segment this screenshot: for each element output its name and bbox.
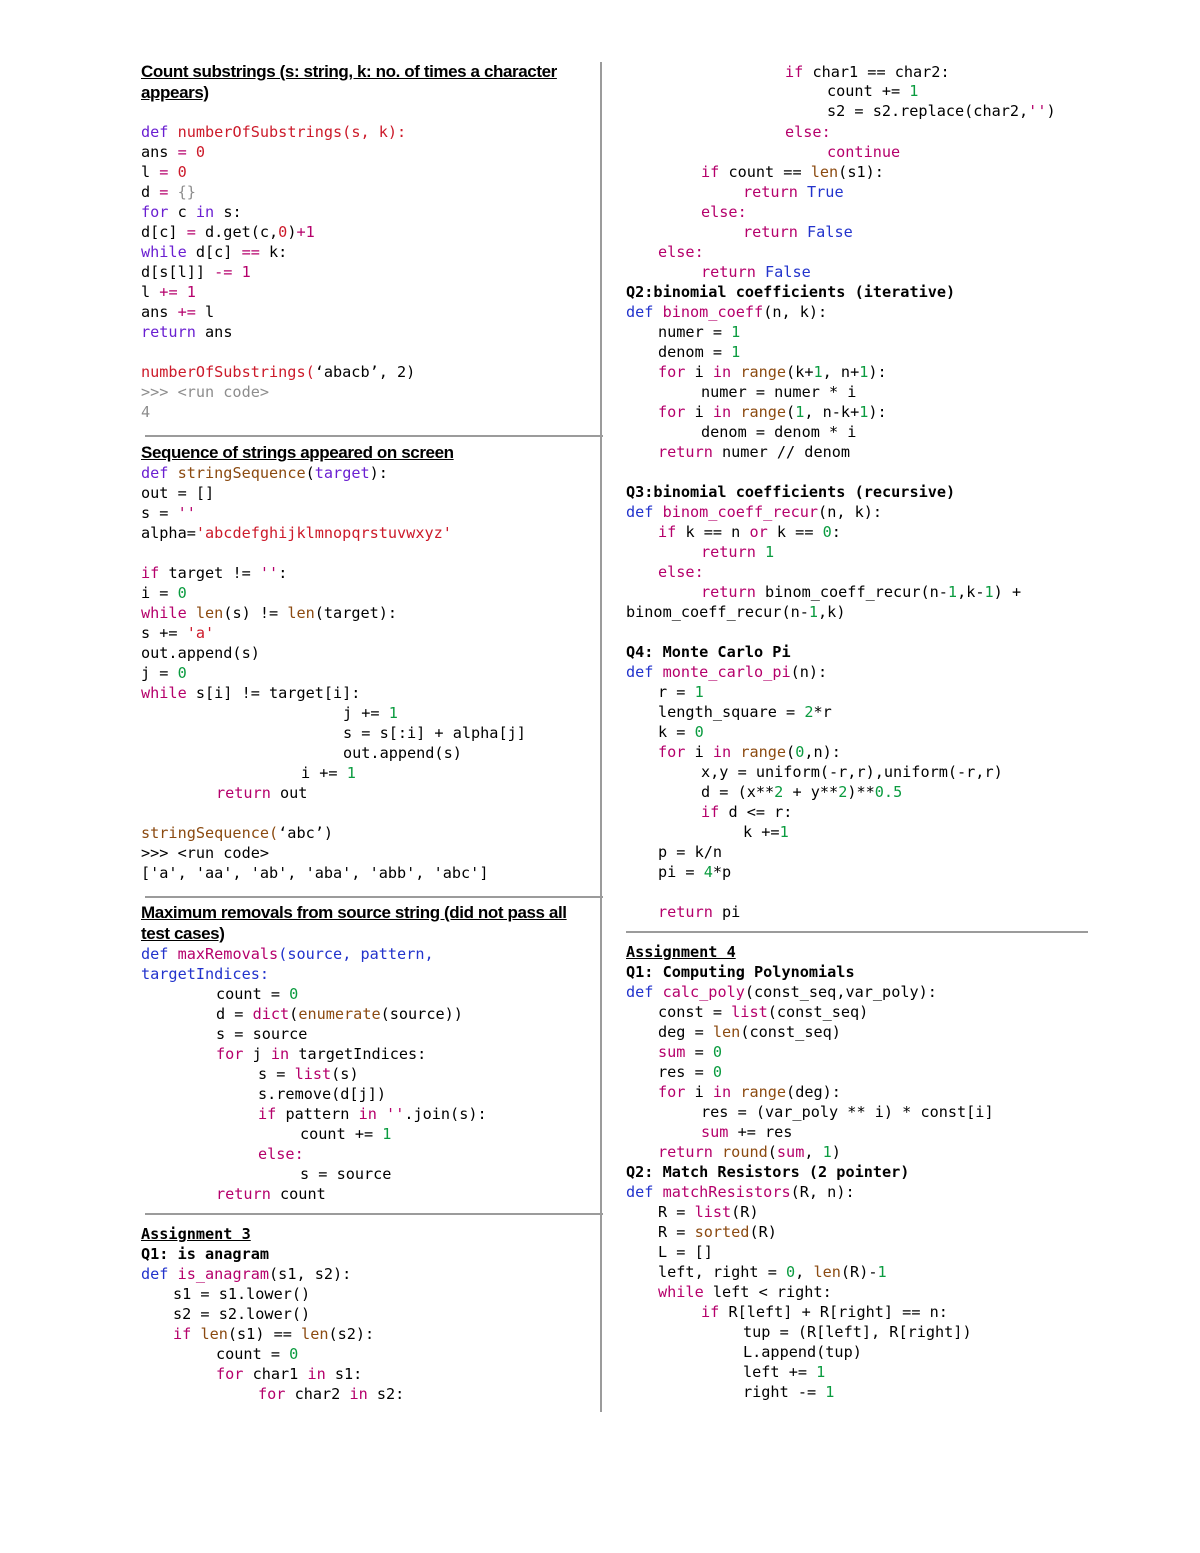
max-removals-heading: Maximum removals from source string (did not pass all bbox=[141, 903, 567, 922]
code-line: denom = denom * i bbox=[701, 423, 857, 441]
code-line: while s[i] != target[i]: bbox=[141, 684, 361, 702]
q2-resistors-heading: Q2: Match Resistors (2 pointer) bbox=[626, 1163, 910, 1181]
q2-heading: Q2:binomial coefficients (iterative) bbox=[626, 283, 956, 301]
code-line: return False bbox=[743, 223, 853, 241]
code-line: numberOfSubstrings(‘abacb’, 2) bbox=[141, 363, 416, 381]
code-line: for i in range(k+1, n+1): bbox=[658, 363, 887, 381]
code-line: targetIndices: bbox=[141, 965, 270, 983]
code-line: else: bbox=[658, 563, 704, 581]
code-line: count += 1 bbox=[827, 82, 919, 100]
code-line: alpha='abcdefghijklmnopqrstuvwxyz' bbox=[141, 524, 452, 542]
code-line: d = {} bbox=[141, 183, 196, 201]
code-line: out = [] bbox=[141, 484, 215, 502]
code-line: tup = (R[left], R[right]) bbox=[743, 1323, 972, 1341]
code-line: s = source bbox=[300, 1165, 392, 1183]
string-sequence-heading: Sequence of strings appeared on screen bbox=[141, 443, 454, 462]
code-line: while len(s) != len(target): bbox=[141, 604, 398, 622]
code-line: return True bbox=[743, 183, 844, 201]
code-line: d[s[l]] -= 1 bbox=[141, 263, 251, 281]
code-line: for i in range(0,n): bbox=[658, 743, 841, 761]
code-line: s = '' bbox=[141, 504, 196, 522]
code-line: d = dict(enumerate(source)) bbox=[216, 1005, 463, 1023]
code-line: return 1 bbox=[701, 543, 775, 561]
code-line: def calc_poly(const_seq,var_poly): bbox=[626, 983, 937, 1001]
code-line: return ans bbox=[141, 323, 233, 341]
code-line: res = 0 bbox=[658, 1063, 723, 1081]
code-line: continue bbox=[827, 143, 901, 161]
code-line: stringSequence(‘abc’) bbox=[141, 824, 334, 842]
code-line: s2 = s2.lower() bbox=[173, 1305, 311, 1323]
code-line: d[c] = d.get(c,0)+1 bbox=[141, 223, 315, 241]
code-line: d = (x**2 + y**2)**0.5 bbox=[701, 783, 903, 801]
code-line: s = s[:i] + alpha[j] bbox=[343, 724, 526, 742]
code-line: else: bbox=[258, 1145, 304, 1163]
code-line: if target != '': bbox=[141, 564, 288, 582]
code-line: x,y = uniform(-r,r),uniform(-r,r) bbox=[701, 763, 1003, 781]
code-line: deg = len(const_seq) bbox=[658, 1023, 841, 1041]
code-line: out.append(s) bbox=[141, 644, 260, 662]
code-line: res = (var_poly ** i) * const[i] bbox=[701, 1103, 994, 1121]
code-line: sum = 0 bbox=[658, 1043, 723, 1061]
code-line: def matchResistors(R, n): bbox=[626, 1183, 855, 1201]
code-line: numer = 1 bbox=[658, 323, 741, 341]
code-line: for char1 in s1: bbox=[216, 1365, 363, 1383]
assignment-4-heading: Assignment 4 bbox=[626, 943, 736, 961]
code-line: count += 1 bbox=[300, 1125, 392, 1143]
max-removals-heading-cont: test cases) bbox=[141, 924, 225, 943]
code-line: s = source bbox=[216, 1025, 308, 1043]
code-line: right -= 1 bbox=[743, 1383, 835, 1401]
code-line: L = [] bbox=[658, 1243, 713, 1261]
code-line: k +=1 bbox=[743, 823, 789, 841]
code-line: out.append(s) bbox=[343, 744, 462, 762]
code-line: for i in range(deg): bbox=[658, 1083, 841, 1101]
section-divider bbox=[626, 931, 1088, 933]
code-line: for c in s: bbox=[141, 203, 242, 221]
code-line: k = 0 bbox=[658, 723, 704, 741]
code-line: if count == len(s1): bbox=[701, 163, 884, 181]
code-line: s = list(s) bbox=[258, 1065, 359, 1083]
code-line: ans = 0 bbox=[141, 143, 206, 161]
code-line: return count bbox=[216, 1185, 326, 1203]
code-line: r = 1 bbox=[658, 683, 704, 701]
code-line: else: bbox=[701, 203, 747, 221]
column-divider bbox=[600, 62, 602, 1412]
count-substrings-heading: Count substrings (s: string, k: no. of times a character bbox=[141, 62, 557, 81]
code-line: def stringSequence(target): bbox=[141, 464, 388, 482]
code-line: numer = numer * i bbox=[701, 383, 857, 401]
code-line: s += 'a' bbox=[141, 624, 215, 642]
q4-heading: Q4: Monte Carlo Pi bbox=[626, 643, 791, 661]
code-line: R = sorted(R) bbox=[658, 1223, 777, 1241]
code-line: s.remove(d[j]) bbox=[258, 1085, 387, 1103]
code-line: for i in range(1, n-k+1): bbox=[658, 403, 887, 421]
code-line: denom = 1 bbox=[658, 343, 741, 361]
code-line: pi = 4*p bbox=[658, 863, 732, 881]
q3-heading: Q3:binomial coefficients (recursive) bbox=[626, 483, 956, 501]
code-line: left += 1 bbox=[743, 1363, 826, 1381]
code-line: for j in targetIndices: bbox=[216, 1045, 427, 1063]
code-line: if R[left] + R[right] == n: bbox=[701, 1303, 948, 1321]
q1-heading: Q1: is anagram bbox=[141, 1245, 270, 1263]
run-prompt: >>> <run code> bbox=[141, 844, 270, 862]
q1-polynomials-heading: Q1: Computing Polynomials bbox=[626, 963, 855, 981]
code-line: i += 1 bbox=[301, 764, 356, 782]
code-line: count = 0 bbox=[216, 1345, 299, 1363]
code-line: binom_coeff_recur(n-1,k) bbox=[626, 603, 846, 621]
code-line: if d <= r: bbox=[701, 803, 793, 821]
section-divider bbox=[145, 896, 603, 898]
code-line: R = list(R) bbox=[658, 1203, 759, 1221]
code-line: return pi bbox=[658, 903, 741, 921]
code-line: while left < right: bbox=[658, 1283, 832, 1301]
count-substrings-heading-cont: appears) bbox=[141, 83, 209, 102]
code-line: for char2 in s2: bbox=[258, 1385, 405, 1403]
code-line: return numer // denom bbox=[658, 443, 851, 461]
code-line: l += 1 bbox=[141, 283, 196, 301]
code-line: else: bbox=[658, 243, 704, 261]
code-line: j = 0 bbox=[141, 664, 187, 682]
code-line: return out bbox=[216, 784, 308, 802]
code-line: left, right = 0, len(R)-1 bbox=[658, 1263, 887, 1281]
run-prompt: >>> <run code> bbox=[141, 383, 270, 401]
code-line: i = 0 bbox=[141, 584, 187, 602]
code-line: l = 0 bbox=[141, 163, 187, 181]
code-line: def maxRemovals(source, pattern, bbox=[141, 945, 434, 963]
code-line: return False bbox=[701, 263, 811, 281]
code-line: def is_anagram(s1, s2): bbox=[141, 1265, 352, 1283]
code-line: count = 0 bbox=[216, 985, 299, 1003]
section-divider bbox=[145, 1213, 603, 1215]
code-line: if char1 == char2: bbox=[785, 63, 950, 81]
code-line: def binom_coeff_recur(n, k): bbox=[626, 503, 883, 521]
code-line: while d[c] == k: bbox=[141, 243, 288, 261]
code-line: s1 = s1.lower() bbox=[173, 1285, 311, 1303]
code-line: if k == n or k == 0: bbox=[658, 523, 841, 541]
code-line: return binom_coeff_recur(n-1,k-1) + bbox=[701, 583, 1022, 601]
code-line: L.append(tup) bbox=[743, 1343, 862, 1361]
code-line: else: bbox=[785, 123, 831, 141]
section-divider bbox=[145, 435, 603, 437]
code-line: if pattern in ''.join(s): bbox=[258, 1105, 487, 1123]
code-line: if len(s1) == len(s2): bbox=[173, 1325, 375, 1343]
code-line: def monte_carlo_pi(n): bbox=[626, 663, 828, 681]
code-line: s2 = s2.replace(char2,'') bbox=[827, 102, 1056, 120]
assignment-3-heading: Assignment 3 bbox=[141, 1225, 251, 1243]
code-line: ans += l bbox=[141, 303, 215, 321]
code-line: const = list(const_seq) bbox=[658, 1003, 869, 1021]
code-line: j += 1 bbox=[343, 704, 398, 722]
code-line: p = k/n bbox=[658, 843, 723, 861]
code-line: sum += res bbox=[701, 1123, 793, 1141]
code-line: def numberOfSubstrings(s, k): bbox=[141, 123, 407, 141]
code-line: length_square = 2*r bbox=[658, 703, 832, 721]
code-line: def binom_coeff(n, k): bbox=[626, 303, 828, 321]
run-output: 4 bbox=[141, 403, 151, 421]
run-output: ['a', 'aa', 'ab', 'aba', 'abb', 'abc'] bbox=[141, 864, 489, 882]
code-line: return round(sum, 1) bbox=[658, 1143, 841, 1161]
